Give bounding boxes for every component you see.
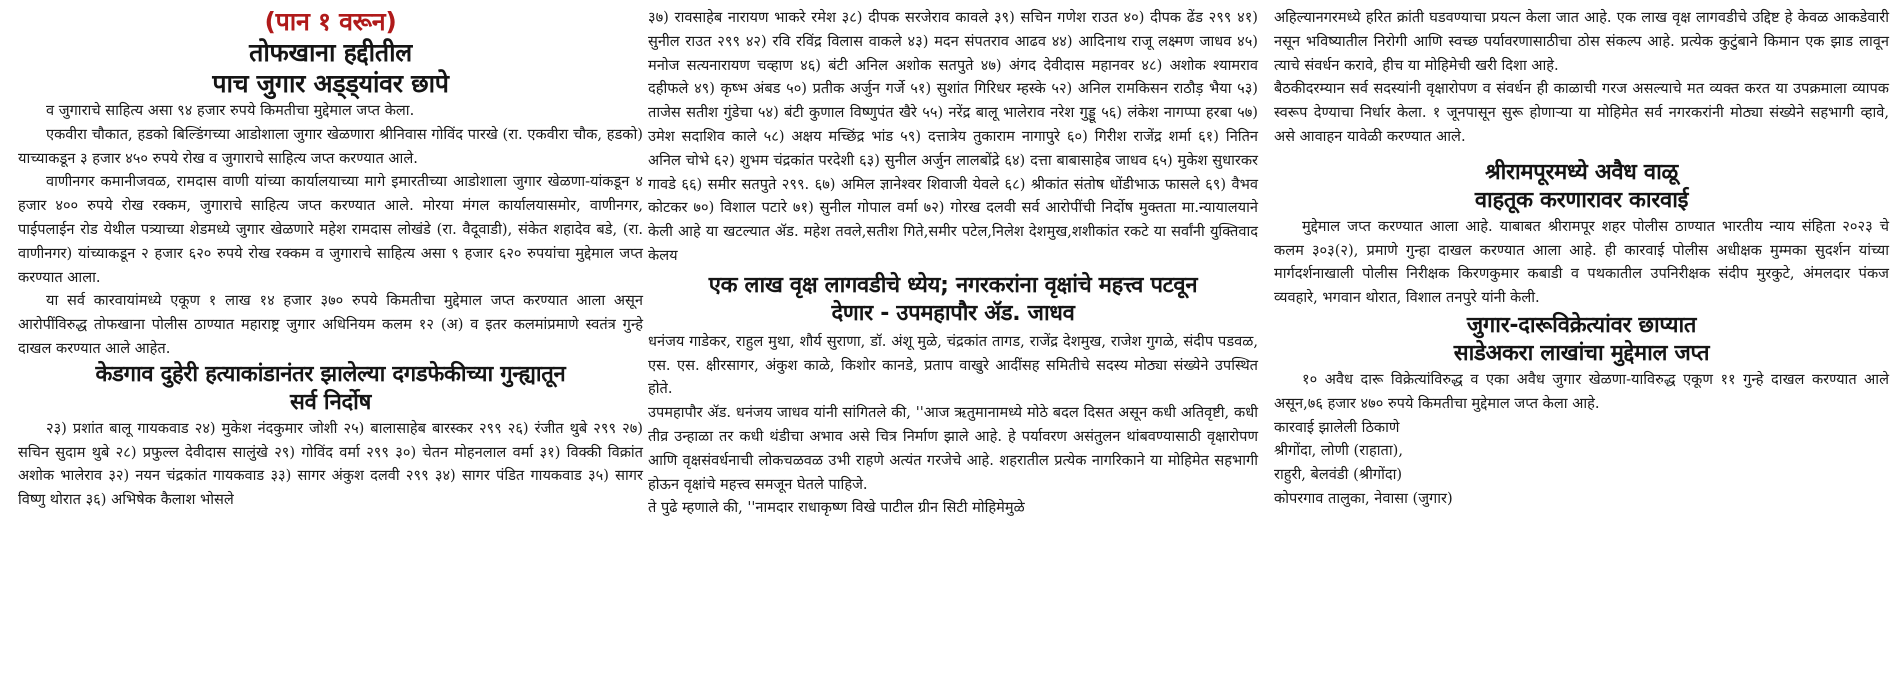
headline-liquor-gambling-raids-line1: जुगार-दारूविक्रेत्यांवर छाप्यात bbox=[1466, 312, 1697, 338]
headline-gambling-raids-line1: तोफखाना हद्दीतील bbox=[249, 38, 412, 67]
article-paragraph: २३) प्रशांत बालू गायकवाड २४) मुकेश नंदकुमार जोशी २५) बालासाहेब बारस्कर २९९ २६) रंजीत थुबे २९९ २७) सचिन सुदाम थुबे २८) प्रफुल्ल देवीदास सालुंखे २९) गोविंद वर्मा २९९ ३०) चेतन मोहनलाल वर्मा ३१) विक्की विक्रांत अशोक भालेराव ३२) नयन चंद्रकांत गायकवाड ३३) सागर अंकुश दलवी २९९ ३४) सागर पंडित गायकवाड ३५) सागर विष्णु थोरात ३६) अभिषेक कैलाश भोसले bbox=[18, 419, 643, 509]
continued-from-page-tag: (पान १ वरून) bbox=[264, 7, 397, 36]
headline-sand-transport-line1: श्रीरामपूरमध्ये अवैध वाळू bbox=[1485, 159, 1678, 185]
article-paragraph: बैठकीदरम्यान सर्व सदस्यांनी वृक्षारोपण व संवर्धन ही काळाची गरज असल्याचे मत व्यक्त करत या उपक्रमाला व्यापक स्वरूप देण्याचा निर्धार केला. १ जूनपासून सुरू होणाऱ्या या मोहिमेत सर्व नगरकरांनी मोठ्या संख्येने सहभागी व्हावे, असे आवाहन यावेळी करण्यात आले. bbox=[1274, 80, 1889, 145]
headline-liquor-gambling-raids-line2: साडेअकरा लाखांचा मुद्देमाल जप्त bbox=[1453, 340, 1710, 366]
column-left bbox=[18, 6, 643, 512]
article-paragraph: उपमहापौर ॲड. धनंजय जाधव यांनी सांगितले की, ''आज ऋतुमानामध्ये मोठे बदल दिसत असून कधी अतिवृष्टी, कधी तीव्र उन्हाळा तर कधी थंडीचा अभाव असे चित्र निर्माण झाले आहे. हे पर्यावरण असंतुलन थांबवण्यासाठी वृक्षारोपण आणि वृक्षसंवर्धनाची लोकचळवळ उभी राहणे अत्यंत गरजेचे आहे. शहरातील प्रत्येक नागरिकाने या मोहिमेत सहभागी होऊन वृक्षांचे महत्त्व समजून घेतले पाहिजे. bbox=[648, 404, 1258, 493]
article-paragraph: अहिल्यानगरमध्ये हरित क्रांती घडवण्याचा प्रयत्न केला जात आहे. एक लाख वृक्ष लागवडीचे उद्दिष्ट हे केवळ आकडेवारी नसून भविष्यातील निरोगी आणि स्वच्छ पर्यावरणासाठीचा ठोस संकल्प आहे. प्रत्येक कुटुंबाने किमान एक झाड लावून त्याचे संवर्धन करावे, हीच या मोहिमेची खरी दिशा आहे. bbox=[1274, 9, 1889, 74]
headline-tree-plantation-line1: एक लाख वृक्ष लागवडीचे ध्येय; नगरकरांना वृक्षांचे महत्त्व पटवून bbox=[708, 272, 1198, 298]
article-paragraph: ते पुढे म्हणाले की, ''नामदार राधाकृष्ण विखे पाटील ग्रीन सिटी मोहिमेमुळे bbox=[648, 499, 1025, 517]
headline-kedgaon-case-line1: केडगाव दुहेरी हत्याकांडानंतर झालेल्या दगडफेकीच्या गुन्ह्यातून bbox=[95, 361, 566, 387]
column-right bbox=[1274, 6, 1889, 511]
headline-tree-plantation-line2: देणार - उपमहापौर ॲड. जाधव bbox=[831, 300, 1075, 326]
locations-heading: कारवाई झालेली ठिकाणे bbox=[1274, 418, 1400, 436]
article-paragraph: मुद्देमाल जप्त करण्यात आला आहे. याबाबत श्रीरामपूर शहर पोलीस ठाण्यात भारतीय न्याय संहिता २०२३ चे कलम ३०३(२), प्रमाणे गुन्हा दाखल करण्यात आला आहे. ही कारवाई पोलीस अधीक्षक मुम्मका सुदर्शन यांच्या मार्गदर्शनाखाली पोलीस निरीक्षक किरणकुमार कबाडी व पथकातील उपनिरीक्षक संदीप मुरकुटे, अंमलदार पंकज व्यवहारे, भगवान थोरात, विशाल तनपुरे यांनी केली. bbox=[1274, 217, 1889, 307]
location-line: कोपरगाव तालुका, नेवासा (जुगार) bbox=[1274, 489, 1453, 507]
article-paragraph: व जुगाराचे साहित्य असा ९४ हजार रुपये किमतीचा मुद्देमाल जप्त केला. bbox=[46, 102, 415, 119]
headline-sand-transport-line2: वाहतूक करणारावर कारवाई bbox=[1474, 187, 1689, 213]
article-paragraph: धनंजय गाडेकर, राहुल मुथा, शौर्य सुराणा, डॉ. अंशू मुळे, चंद्रकांत तागड, राजेंद्र देशमुख, राजेश गुगळे, संदीप पडवळ, एस. एस. क्षीरसागर, अंकुश काळे, किशोर कानडे, प्रताप वाखुरे आदींसह समितीचे सदस्य मोठ्या संख्येने उपस्थित होते. bbox=[648, 332, 1258, 398]
article-paragraph: ३७) रावसाहेब नारायण भाकरे रमेश ३८) दीपक सरजेराव कावले ३९) सचिन गणेश राउत ४०) दीपक ढेंड २९९ ४१) सुनील राउत २९९ ४२) रवि रविंद्र विलास वाकले ४३) मदन संपतराव आढव ४४) आदिनाथ राजू लक्ष्मण जाधव ४५) मनोज सत्यनारायण चव्हाण ४६) बंटी अनिल अशोक सतपुते ४७) अंगद देवीदास महानवर ४८) अशोक श्यामराव दहीफले ४९) कृष्भ अंबड ५०) प्रतीक अर्जुन गर्जे ५१) सुशांत गिरिधर म्हस्के ५२) अनिल रामकिसन राठौड़ भैया ५३) ताजेस सतीश गुंडेचा ५४) बंटी कुणाल विष्णुपंत खैरे ५५) नरेंद्र बालू भालेराव नरेश गुड्डू ५६) लंकेश नागप्पा हरबा ५७) उमेश सदाशिव काले ५८) अक्षय मच्छिंद्र भांड ५९) दत्तात्रेय तुकाराम नागापुरे ६०) गिरीश राजेंद्र शर्मा ६१) नितिन अनिल चोभे ६२) शुभम चंद्रकांत परदेशी ६३) सुनील अर्जुन लालबोंद्रे ६४) दत्ता बाबासाहेब जाधव ६५) मुकेश सुधारकर गावडे ६६) समीर सतपुते २९९. ६७) अमिल ज्ञानेश्वर शिवाजी येवले ६८) श्रीकांत संतोष धोंडीभाऊ फासले ६९) वैभव कोटकर ७०) विशाल पटारे ७१) सुनील गोपाल वर्मा ७२) गोरख दलवी सर्व आरोपींची निर्दोष मुक्तता मा.न्यायालयाने केली आहे या खटल्यात ॲड. महेश तवले,सतीश गिते,समीर पटेल,निलेश देशमुख,शशीकांत रकटे या सर्वांनी युक्तिवाद केलय bbox=[648, 9, 1258, 264]
location-line: राहुरी, बेलवंडी (श्रीगोंदा) bbox=[1274, 466, 1403, 484]
article-paragraph: १० अवैध दारू विक्रेत्यांविरुद्ध व एका अवैध जुगार खेळणा-याविरुद्ध एकूण ११ गुन्हे दाखल करण्यात आले असून,७६ हजार ४७० रुपये किमतीचा मुद्देमाल जप्त केला आहे. bbox=[1274, 370, 1889, 412]
article-paragraph: एकवीरा चौकात, हडको बिल्डिंगच्या आडोशाला जुगार खेळणारा श्रीनिवास गोविंद पारखे (रा. एकवीरा चौक, हडको) याच्याकडून ३ हजार ४५० रुपये रोख व जुगाराचे साहित्य जप्त करण्यात आले. bbox=[18, 125, 643, 167]
article-paragraph: वाणीनगर कमानीजवळ, रामदास वाणी यांच्या कार्यालयाच्या मागे इमारतीच्या आडोशाला जुगार खेळणा-यांकडून ४ हजार ४०० रुपये रोख रक्कम, जुगाराचे साहित्य जप्त करण्यात आले. मोरया मंगल कार्यालयासमोर, वाणीनगर, पाईपलाईन रोड येथील पत्र्याच्या शेडमध्ये जुगार खेळणारे महेश रामदास लोखंडे (रा. वैदूवाडी), संकेत शहादेव बडे, (रा. वाणीनगर) यांच्याकडून २ हजार ६२० रुपये रोख रक्कम व जुगाराचे साहित्य असा ९ हजार ६२० रुपयांचा मुद्देमाल जप्त करण्यात आला. bbox=[18, 173, 643, 286]
location-line: श्रीगोंदा, लोणी (राहाता), bbox=[1274, 442, 1403, 460]
column-middle bbox=[648, 6, 1258, 520]
headline-kedgaon-case-line2: सर्व निर्दोष bbox=[290, 389, 371, 415]
article-paragraph: या सर्व कारवायांमध्ये एकूण १ लाख १४ हजार ३७० रुपये किमतीचा मुद्देमाल जप्त करण्यात आला असून आरोपींविरुद्ध तोफखाना पोलीस ठाण्यात महाराष्ट्र जुगार अधिनियम कलम १२ (अ) व इतर कलमांप्रमाणे स्वतंत्र गुन्हे दाखल करण्यात आले आहेत. bbox=[18, 292, 643, 357]
headline-gambling-raids-line2: पाच जुगार अड्ड्यांवर छापे bbox=[212, 69, 449, 98]
